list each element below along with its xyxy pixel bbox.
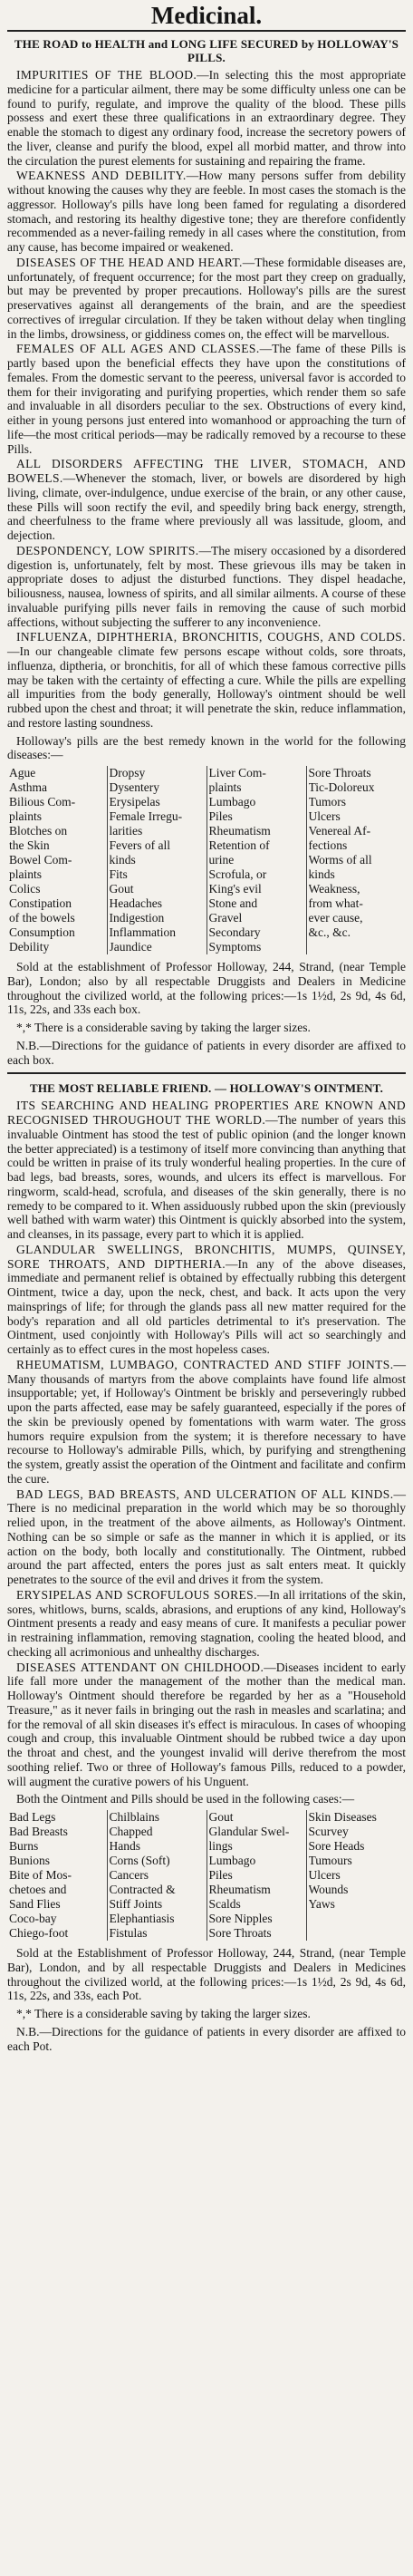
list-item: Stone and <box>208 896 258 910</box>
list-item: Tic-Doloreux <box>308 780 375 794</box>
list-item: Liver Com- <box>208 766 266 780</box>
paragraph-heading: BAD LEGS, BAD BREASTS, AND ULCERATION OF ALL KINDS. <box>16 1487 394 1501</box>
list-item: Sand Flies <box>9 1897 61 1911</box>
paragraph <box>7 1243 406 1357</box>
list-item: Weakness, <box>308 882 360 896</box>
disease-column <box>206 1810 306 1941</box>
list-item: Chapped <box>109 1825 153 1838</box>
list-item: Ague <box>9 766 36 780</box>
paragraph-body: —The misery occasioned by a disordered digestion is, unfortunately, felt by most. These grievous ills may be taken in appropriate doses to adjust the disturbed functions. They dispel headache, biliousness, nausea, lowness of spirits, and all similar ailments. A course of these invaluable purifying pills never fails in removing the cause of such morbid affections, without subjecting the sufferer to any inconvenience. <box>7 543 406 629</box>
list-item: Headaches <box>109 896 162 910</box>
list-item: ever cause, <box>308 911 363 925</box>
list-item: lings <box>208 1839 233 1853</box>
list-item: plaints <box>9 867 42 881</box>
paragraph-body: —These formidable diseases are, unfortunately, of frequent occurrence; for the most part they creep on gradually, but may be prevented by proper precautions. Holloway's pills are the surest preservatives against all derangements of the brain, and are the speediest correctives of irregular circulation. If they be taken without delay when tingling in the limbs, drowsiness, or giddiness comes on, the effect will be marvellous. <box>7 255 406 341</box>
paragraph-body: —The fame of these Pills is partly based upon the beneficial effects they have upon the constitutions of females. From the domestic servant to the peeress, universal favor is accorded to them for their invigorating and purifying properties, which render them so safe and invaluable in all disorders peculiar to the sex. Obstructions of every kind, either in young persons just entered into womanhood or approaching the turn of life—the most critical periods—may be radically removed by a recourse to these Pills. <box>7 342 406 456</box>
table-row <box>7 766 406 954</box>
paragraph-body: —Diseases incident to early life fall more under the management of the mother than the medical man. Holloway's Ointment should therefore be regarded by her as a "Household Treasure," as it never fails in bringing out the rash in measles and scarlatina; and for the removal of all skin diseases it's effect is miraculous. In cases of whooping cough and croup, this invaluable Ointment should be rubbed twice a day upon the throat and chest, and the youngest invalid will derive therefrom the most soothing relief. Two or three of Holloway's famous Pills, reduced to a powder, will augment the curative powers of his Unguent. <box>7 1660 406 1788</box>
paragraph <box>7 169 406 255</box>
list-item: Venereal Af- <box>308 824 371 838</box>
paragraph-body: —In our changeable climate few persons escape without colds, sore throats, influenza, diptheria, or bronchitis, for all of which these famous corrective pills may be taken with the certainty of effecting a cure. While the pills are expelling all impurities from the body generally, Holloway's ointment should be well rubbed upon the chest and throat; it will penetrate the skin, reduce inflammation, and restore lasting soundness. <box>7 644 406 730</box>
paragraph <box>7 544 406 630</box>
pills-paragraphs <box>7 68 406 731</box>
list-item: Sore Heads <box>308 1839 365 1853</box>
list-item: Piles <box>208 809 233 823</box>
list-item: Burns <box>9 1839 39 1853</box>
list-item: larities <box>109 824 143 838</box>
list-item: Jaundice <box>109 940 152 954</box>
list-item: Lumbago <box>208 795 256 809</box>
list-item: Rheumatism <box>208 824 271 838</box>
list-item: Retention of <box>208 838 270 852</box>
list-item: Cancers <box>109 1868 149 1882</box>
list-item: Fistulas <box>109 1926 148 1940</box>
paragraph <box>7 1588 406 1660</box>
list-item: Sore Throats <box>308 766 371 780</box>
list-item: Constipation <box>9 896 72 910</box>
list-item: Wounds <box>308 1883 349 1896</box>
list-item: Gout <box>109 882 134 896</box>
list-item: Lumbago <box>208 1854 256 1867</box>
ointment-saving-note: *,* There is a considerable saving by taking the larger sizes. <box>16 2007 311 2020</box>
list-item: Bad Breasts <box>9 1825 68 1838</box>
list-item: the Skin <box>9 838 50 852</box>
pills-remedy-intro: Holloway's pills are the best remedy known in the world for the following diseases:— <box>7 733 406 762</box>
list-item: Scalds <box>208 1897 241 1911</box>
list-item: Chilblains <box>109 1810 160 1824</box>
list-item: Tumours <box>308 1854 352 1867</box>
list-item: Sore Throats <box>208 1926 272 1940</box>
list-item: Corns (Soft) <box>109 1854 170 1867</box>
paragraph-body: —In selecting this the most appropriate medicine for a particular ailment, there may be some difficulty unless one can be found to purify, regulate, and improve the quality of the blood. These pills possess and exert these three qualifications in an extraordinary degree. They enable the stomach to digest any ordinary food, increase the secretory powers of the liver, cleanse and purify the blood, expel all morbid matter, and throw into the circulation the purest elements for sustaining and repairing the frame. <box>7 68 407 168</box>
list-item: Gout <box>208 1810 234 1824</box>
list-item: plaints <box>208 780 242 794</box>
paragraph <box>7 1099 406 1242</box>
disease-column <box>306 766 406 954</box>
ointment-remedy-intro: Both the Ointment and Pills should be used in the following cases:— <box>16 1792 355 1806</box>
list-item: Bunions <box>9 1854 51 1867</box>
list-item: Skin Diseases <box>308 1810 377 1824</box>
list-item: Elephantiasis <box>109 1912 175 1925</box>
list-item: Chiego-foot <box>9 1926 69 1940</box>
list-item: Indigestion <box>109 911 165 925</box>
paragraph <box>7 1661 406 1789</box>
paragraph-heading: ALL DISORDERS AFFECTING THE LIVER, STOMACH, AND BOWELS. <box>7 457 406 485</box>
section-heading: Medicinal. <box>7 2 406 32</box>
paragraph-body: —In any of the above diseases, immediate and permanent relief is obtained by effectually rubbing this detergent Ointment, twice a day, upon the neck, chest, and back. It acts upon the very mainsprings of life; for through the glands pass all new matter required for the body's reparation and all old particles detrimental to it's preservation. The Ointment, used conjointly with Holloway's Pills will act so searchingly and certainly as to effect cures in the most hopeless cases. <box>7 1256 406 1356</box>
ointment-paragraphs <box>7 1099 406 1788</box>
paragraph <box>7 1358 406 1487</box>
list-item: Scrofula, or <box>208 867 267 881</box>
list-item: Stiff Joints <box>109 1897 163 1911</box>
paragraph <box>7 68 406 168</box>
list-item: plaints <box>9 809 42 823</box>
paragraph-body: —How many persons suffer from debility without knowing the causes why they are feeble. In most cases the stomach is the aggressor. Holloway's pills have long been famed for regulating a disordered stomach, and restoring its healthy digestive tone; they are therefore confidently recommended as a never-failing remedy in all cases where the constitution, from any cause, has become impaired or weakened. <box>7 169 406 254</box>
ointment-sale-notice: Sold at the Establishment of Professor Holloway, 244, Strand, (near Temple Bar), London, and by all respectable Druggists and Dealers in Medicines throughout the civilized world, at the following prices:—1s 1½d, 2s 9d, 4s 6d, 11s, 22s, and 33s, each Pot. <box>7 1946 406 2003</box>
list-item: Worms of all <box>308 853 372 867</box>
pills-saving-note: *,* There is a considerable saving by taking the larger sizes. <box>16 1021 311 1034</box>
list-item: Yaws <box>308 1897 335 1911</box>
paragraph <box>7 1487 406 1587</box>
list-item: of the bowels <box>9 911 75 925</box>
list-item: Erysipelas <box>109 795 160 809</box>
list-item: Contracted & <box>109 1883 176 1896</box>
pills-sale-notice: Sold at the establishment of Professor Holloway, 244, Strand, (near Temple Bar), London; also by all respectable Druggists and Dealers in Medicine throughout the civilized world, at the following prices:—1s 1½d, 2s 9d, 4s 6d, 11s, 22s, and 33s each box. <box>7 960 406 1017</box>
list-item: Female Irregu- <box>109 809 183 823</box>
list-item: Glandular Swel- <box>208 1825 290 1838</box>
list-item: Dropsy <box>109 766 146 780</box>
paragraph-body: —Whenever the stomach, liver, or bowels are disordered by high living, climate, over-indulgence, undue exercise of the brain, or any other cause, these Pills will soon rectify the evil, and speedily bring back energy, strength, and cheerfulness to the frame where previously all was lassitude, gloom, and dejection. <box>7 471 406 542</box>
paragraph-body: —Many thousands of martyrs from the above complaints have found life almost insupportable; yet, if Holloway's Ointment be briskly and perseveringly rubbed upon the parts affected, ease may be safely guaranteed, especially if the pores of the skin be previously opened by fomentations with warm water. The gross humors require expulsion from the system; it is therefore necessary to have recourse to Holloway's admirable Pills, which, by purifying and strengthening the system, greatly assist the operation of the Ointment and facilitate and confirm the cure. <box>7 1357 406 1486</box>
list-item: Secondary <box>208 925 261 939</box>
list-item: Rheumatism <box>208 1883 271 1896</box>
paragraph-heading: IMPURITIES OF THE BLOOD. <box>16 68 197 82</box>
list-item: Tumors <box>308 795 347 809</box>
list-item: Colics <box>9 882 41 896</box>
disease-column <box>7 1810 107 1941</box>
list-item: Coco-bay <box>9 1912 57 1925</box>
paragraph-heading: WEAKNESS AND DEBILITY. <box>16 169 187 183</box>
list-item: Asthma <box>9 780 47 794</box>
list-item: Sore Nipples <box>208 1912 273 1925</box>
list-item: Inflammation <box>109 925 176 939</box>
paragraph-heading: DISEASES OF THE HEAD AND HEART. <box>16 255 243 269</box>
paragraph-heading: ITS SEARCHING AND HEALING PROPERTIES ARE KNOWN AND RECOGNISED THROUGHOUT THE WORLD. <box>7 1099 406 1127</box>
list-item: Fits <box>109 867 128 881</box>
list-item: Consumption <box>9 925 75 939</box>
ointment-ad-title: THE MOST RELIABLE FRIEND. — HOLLOWAY'S OINTMENT. <box>29 1081 384 1096</box>
paragraph-heading: RHEUMATISM, LUMBAGO, CONTRACTED AND STIFF JOINTS. <box>16 1357 394 1371</box>
list-item: Bowel Com- <box>9 853 72 867</box>
paragraph-body: —In all irritations of the skin, sores, whitlows, burns, scalds, abrasions, and eruptions of any kind, Holloway's Ointment presents a ready and easy means of cure. It manifests a peculiar power in restraining inflammation, removing stagnation, cooling the heated blood, and checking all acrimonious and unhealthy discharges. <box>7 1587 406 1659</box>
paragraph-heading: FEMALES OF ALL AGES AND CLASSES. <box>16 342 260 356</box>
list-item: Dysentery <box>109 780 159 794</box>
list-item: &c., &c. <box>308 925 351 939</box>
paragraph-heading: INFLUENZA, DIPHTHERIA, BRONCHITIS, COUGHS, AND COLDS. <box>16 630 406 644</box>
list-item: Ulcers <box>308 1868 341 1882</box>
list-item: Blotches on <box>9 824 68 838</box>
list-item: urine <box>208 853 235 867</box>
ointment-directions-note: N.B.—Directions for the guidance of patients in every disorder are affixed to each Pot. <box>7 2024 406 2053</box>
list-item: Debility <box>9 940 50 954</box>
disease-column <box>306 1810 406 1941</box>
paragraph <box>7 342 406 456</box>
disease-column <box>7 766 107 954</box>
paragraph-heading: ERYSIPELAS AND SCROFULOUS SORES. <box>16 1587 257 1602</box>
disease-column <box>107 766 206 954</box>
ointment-advertisement <box>7 1081 406 2053</box>
list-item: fections <box>308 838 348 852</box>
paragraph-body: —The number of years this invaluable Ointment has stood the test of public opinion (and the longer known the better appreciated) is a testimony of itself more convincing than anything that could be written in praise of its truly wonderful healing properties. In the cure of bad legs, bad breasts, sores, wounds, and ulcers its effect is marvellous. For ringworm, scald-head, scrofula, and diseases of the skin generally, there is no remedy to be compared to it. When assiduously rubbed upon the skin (previously well bathed with warm water) this Ointment is quickly absorbed into the system, and cleanses, in its passage, every part to which it is applied. <box>7 1113 406 1241</box>
list-item: King's evil <box>208 882 262 896</box>
list-item: kinds <box>109 853 136 867</box>
paragraph-body: —There is no medicinal preparation in the world which may be so thoroughly relied upon, in the treatment of the above ailments, as Holloway's Ointment. Nothing can be so simple or safe as the manner in which it is applied, or its action on the body, both locally and constitutionally. The Ointment, rubbed around the part affected, enters the pores just as salt enters meat. It quickly penetrates to the source of the evil and drives it from the system. <box>7 1487 406 1586</box>
list-item: Gravel <box>208 911 243 925</box>
list-item: Symptoms <box>208 940 262 954</box>
paragraph-heading: DESPONDENCY, LOW SPIRITS. <box>16 543 199 557</box>
paragraph-heading: DISEASES ATTENDANT ON CHILDHOOD. <box>16 1660 264 1674</box>
ointment-disease-table <box>7 1810 406 1941</box>
list-item: Bilious Com- <box>9 795 76 809</box>
paragraph <box>7 256 406 342</box>
disease-column <box>107 1810 206 1941</box>
pills-directions-note: N.B.—Directions for the guidance of patients in every disorder are affixed to each box. <box>7 1038 406 1067</box>
pills-advertisement <box>7 37 406 1067</box>
table-row <box>7 1810 406 1941</box>
list-item: Fevers of all <box>109 838 170 852</box>
list-item: Hands <box>109 1839 140 1853</box>
list-item: Scurvey <box>308 1825 349 1838</box>
paragraph <box>7 457 406 543</box>
list-item: kinds <box>308 867 335 881</box>
list-item: chetoes and <box>9 1883 67 1896</box>
disease-column <box>206 766 306 954</box>
paragraph-heading: GLANDULAR SWELLINGS, BRONCHITIS, MUMPS, QUINSEY, SORE THROATS, AND DIPTHERIA. <box>7 1242 406 1271</box>
pills-ad-title: THE ROAD to HEALTH and LONG LIFE SECURED by HOLLOWAY'S PILLS. <box>14 37 399 64</box>
list-item: from what- <box>308 896 363 910</box>
pills-disease-table <box>7 766 406 954</box>
list-item: Piles <box>208 1868 233 1882</box>
advert-divider <box>7 1072 406 1074</box>
list-item: Ulcers <box>308 809 341 823</box>
list-item: Bad Legs <box>9 1810 56 1824</box>
list-item: Bite of Mos- <box>9 1868 72 1882</box>
paragraph <box>7 630 406 730</box>
